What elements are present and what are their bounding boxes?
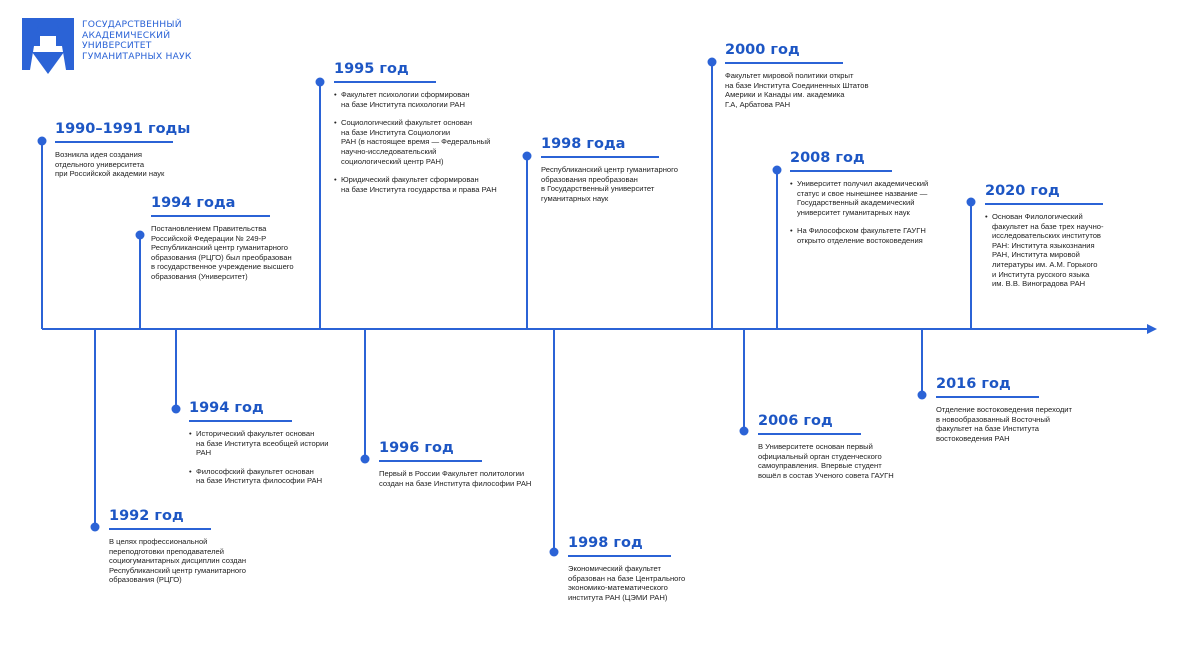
event-year: 1996 год <box>379 440 454 456</box>
event-bullet-item: • Исторический факультет основан на базе Института всеобщей истории РАН <box>189 429 328 458</box>
timeline-event <box>151 195 294 282</box>
event-year: 1994 год <box>189 400 264 416</box>
year-underline <box>790 170 892 172</box>
event-bullet-item: • Философский факультет основан на базе Института философии РАН <box>189 467 328 486</box>
year-underline <box>568 555 671 557</box>
event-description: Возникла идея создания отдельного университета при Российской академии наук <box>55 150 165 179</box>
event-bullet-item: • Социологический факультет основан на базе Института Социологии РАН (в настоящее время — Федеральный научно-исследовательский социологический центр РАН) <box>334 118 497 166</box>
year-underline <box>189 420 292 422</box>
timeline-event <box>936 376 1072 443</box>
event-year: 2008 год <box>790 150 865 166</box>
event-bullet-item: • Основан Филологический факультет на базе трех научно- исследовательских институтов РАН: Института языкознания РАН, Института мировой литературы им. А.М. Горького и Института русского языка им. В.В. Виноградова РАН <box>985 212 1104 289</box>
event-bullet-list <box>985 212 1104 289</box>
timeline-event <box>541 136 678 203</box>
event-description: Факультет мировой политики открыт на базе Института Соединенных Штатов Америки и Канады им. академика Г.А, Арбатова РАН <box>725 71 869 109</box>
event-description: В Университете основан первый официальный орган студенческого самоуправления. Впервые студент вошёл в состав Ученого совета ГАУГН <box>758 442 894 480</box>
year-underline <box>334 81 436 83</box>
event-year: 2006 год <box>758 413 833 429</box>
event-description: Постановлением Правительства Российской Федерации № 249-Р Республиканский центр гуманитарного образования (РЦГО) был преобразован в государственное учреждение высшего образования (Университет) <box>151 224 294 281</box>
timeline-dot <box>172 405 181 414</box>
event-bullet-list <box>189 429 328 486</box>
university-name-line: АКАДЕМИЧЕСКИЙ <box>82 29 171 41</box>
timeline-event <box>379 440 531 488</box>
year-underline <box>725 62 843 64</box>
event-year: 1998 года <box>541 136 626 152</box>
timeline-event <box>790 150 928 255</box>
timeline-event <box>568 535 685 602</box>
event-bullet-list <box>790 179 928 246</box>
year-underline <box>758 433 861 435</box>
timeline-event <box>334 61 497 203</box>
year-underline <box>936 396 1039 398</box>
university-logo-icon <box>22 18 74 74</box>
timeline-dot <box>38 137 47 146</box>
timeline-dot <box>91 523 100 532</box>
timeline-dot <box>523 152 532 161</box>
event-year: 2016 год <box>936 376 1011 392</box>
event-year: 1998 год <box>568 535 643 551</box>
event-year: 1992 год <box>109 508 184 524</box>
timeline-event <box>109 508 246 585</box>
university-name-line: ГУМАНИТАРНЫХ НАУК <box>82 50 192 62</box>
year-underline <box>55 141 173 143</box>
event-description: Первый в России Факультет политологии создан на базе Института философии РАН <box>379 469 532 488</box>
timeline-arrow-icon <box>1147 324 1157 334</box>
timeline-dot <box>967 198 976 207</box>
timeline-dot <box>316 78 325 87</box>
timeline-event <box>725 42 869 109</box>
timeline-dot <box>361 455 370 464</box>
year-underline <box>109 528 211 530</box>
year-underline <box>985 203 1103 205</box>
year-underline <box>379 460 482 462</box>
event-description: В целях профессиональной переподготовки преподавателей социогуманитарных дисциплин создан Республиканский центр гуманитарного образования (РЦГО) <box>109 537 247 585</box>
university-name-line: ГОСУДАРСТВЕННЫЙ <box>82 19 182 30</box>
event-description: Отделение востоковедения переходит в новообразованный Восточный факультет на базе Института востоковедения РАН <box>936 405 1073 443</box>
event-bullet-item: • Факультет психологии сформирован на базе Института психологии РАН <box>334 90 497 109</box>
timeline-event <box>985 183 1104 298</box>
event-year: 2000 год <box>725 42 800 58</box>
timeline-dot <box>550 548 559 557</box>
event-bullet-item: • Университет получил академический статус и свое нынешнее название — Государственный академический университет гуманитарных наук <box>790 179 928 217</box>
event-year: 1990–1991 годы <box>55 121 191 137</box>
timeline-event <box>55 121 190 179</box>
event-bullet-list <box>334 90 497 194</box>
timeline-dot <box>740 427 749 436</box>
timeline-dot <box>773 166 782 175</box>
event-year: 1994 года <box>151 195 236 211</box>
year-underline <box>151 215 270 217</box>
year-underline <box>541 156 659 158</box>
timeline-event <box>189 400 328 495</box>
event-year: 2020 год <box>985 183 1060 199</box>
university-name <box>82 20 192 62</box>
timeline-event <box>758 413 894 480</box>
event-bullet-item: • На Философском факультете ГАУГН открыто отделение востоковедения <box>790 226 928 245</box>
timeline-dot <box>918 391 927 400</box>
timeline-dot <box>136 231 145 240</box>
event-bullet-item: • Юридический факультет сформирован на базе Института государства и права РАН <box>334 175 497 194</box>
event-description: Республиканский центр гуманитарного образования преобразован в Государственный университет гуманитарных наук <box>541 165 678 203</box>
event-year: 1995 год <box>334 61 409 77</box>
timeline-dot <box>708 58 717 67</box>
university-name-line: УНИВЕРСИТЕТ <box>82 40 152 51</box>
event-description: Экономический факультет образован на базе Центрального экономико-математического института РАН (ЦЭМИ РАН) <box>568 564 686 602</box>
